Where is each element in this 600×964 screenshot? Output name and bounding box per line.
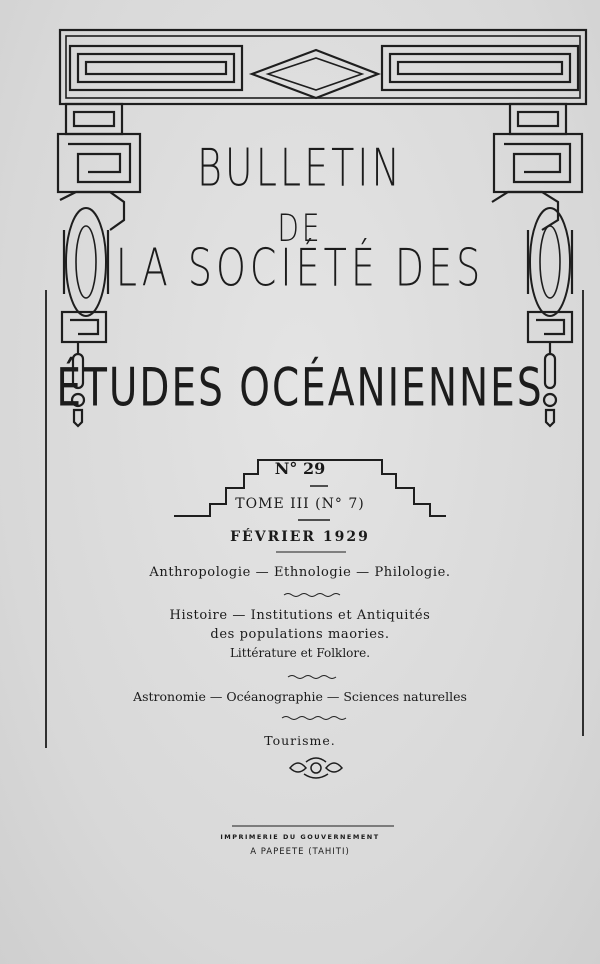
divider-3: [288, 676, 336, 679]
title-etudes-oceaniennes: ÉTUDES OCÉANIENNES: [56, 358, 544, 419]
diamond-ornament: [252, 50, 378, 98]
subject-line-6: Tourisme.: [264, 733, 336, 748]
frame-top-outer: [60, 30, 586, 104]
subject-line-4: Littérature et Folklore.: [229, 646, 371, 660]
printer-location: A PAPEETE (TAHITI): [250, 847, 350, 857]
title-bulletin: BULLETIN: [197, 138, 403, 198]
subject-line-1: Anthropologie — Ethnologie — Philologie.: [149, 565, 451, 580]
fleuron-ornament: [290, 758, 342, 778]
divider-2: [284, 594, 340, 597]
title-de: DE: [277, 206, 323, 251]
title-societe: LA SOCIÉTÉ DES: [115, 238, 485, 298]
subject-line-2: Histoire — Institutions et Antiquités: [169, 608, 431, 623]
subject-line-5: Astronomie — Océanographie — Sciences naturelles: [133, 689, 467, 704]
volume-label: TOME III (N° 7): [235, 496, 365, 512]
divider-4: [282, 717, 346, 720]
printer-name: IMPRIMERIE DU GOUVERNEMENT: [220, 833, 380, 841]
subject-line-3: des populations maories.: [210, 627, 390, 642]
issue-date: FÉVRIER 1929: [230, 529, 370, 545]
issue-number: N° 29: [274, 459, 326, 478]
